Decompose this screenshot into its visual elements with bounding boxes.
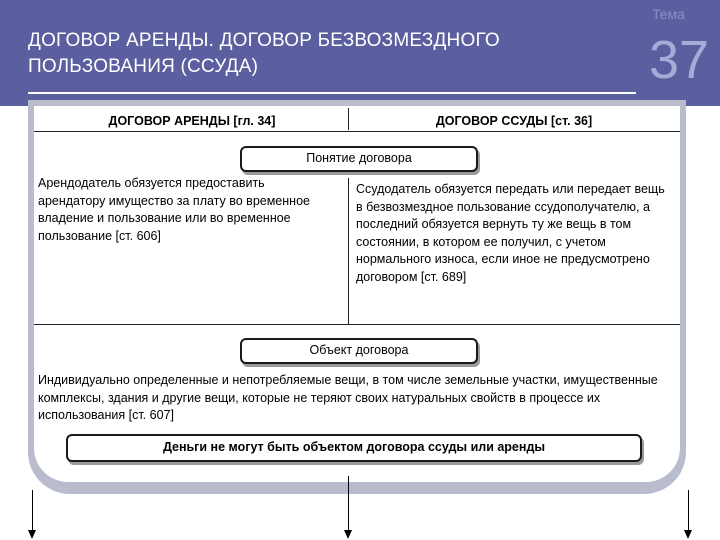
- center-arrow-head: [344, 530, 352, 539]
- page-title: ДОГОВОР АРЕНДЫ. ДОГОВОР БЕЗВОЗМЕЗДНОГО ПОЛЬЗОВАНИЯ (ССУДА): [28, 30, 500, 77]
- lease-column-header: ДОГОВОР АРЕНДЫ [гл. 34]: [108, 114, 276, 128]
- header-divider: [348, 108, 349, 130]
- left-arrow-head: [28, 530, 36, 539]
- topic-label: Тема: [652, 6, 685, 22]
- object-title-box: [240, 338, 478, 364]
- money-note-box: [66, 434, 642, 462]
- money-note: Деньги не могут быть объектом договора ссуды или аренды: [162, 440, 546, 454]
- topic-number: 37: [648, 30, 710, 90]
- loan-definition: Ссудодатель обязуется передать или передает вещь в безвозмездное пользование ссудополучателю, а последний обязуется вернуть ту же вещь в том состоянии, в котором ее получил, с учетом нормального износа, если иное не предусмотрено договором [ст. 689]: [356, 182, 665, 284]
- definition-row-border: [34, 324, 680, 325]
- object-title: Объект договора: [309, 343, 409, 357]
- concept-title-box: [240, 146, 478, 172]
- right-arrow-head: [684, 530, 692, 539]
- header-row-border: [34, 131, 680, 132]
- definition-divider: [348, 178, 349, 324]
- right-arrow-line: [688, 490, 689, 530]
- center-arrow-line: [348, 476, 349, 530]
- object-text: Индивидуально определенные и непотребляемые вещи, в том числе земельные участки, имущественные комплексы, здания и другие вещи, которые не теряют своих натуральных свойств в процессе их использования [ст. 607]: [38, 373, 658, 422]
- lease-definition: Арендодатель обязуется предоставить арендатору имущество за плату во временное владение и пользование или во временное пользование [ст. 606]: [38, 176, 310, 243]
- header-rule: [28, 92, 636, 94]
- left-arrow-line: [32, 490, 33, 530]
- concept-title: Понятие договора: [306, 151, 412, 165]
- loan-column-header: ДОГОВОР ССУДЫ [ст. 36]: [435, 114, 593, 128]
